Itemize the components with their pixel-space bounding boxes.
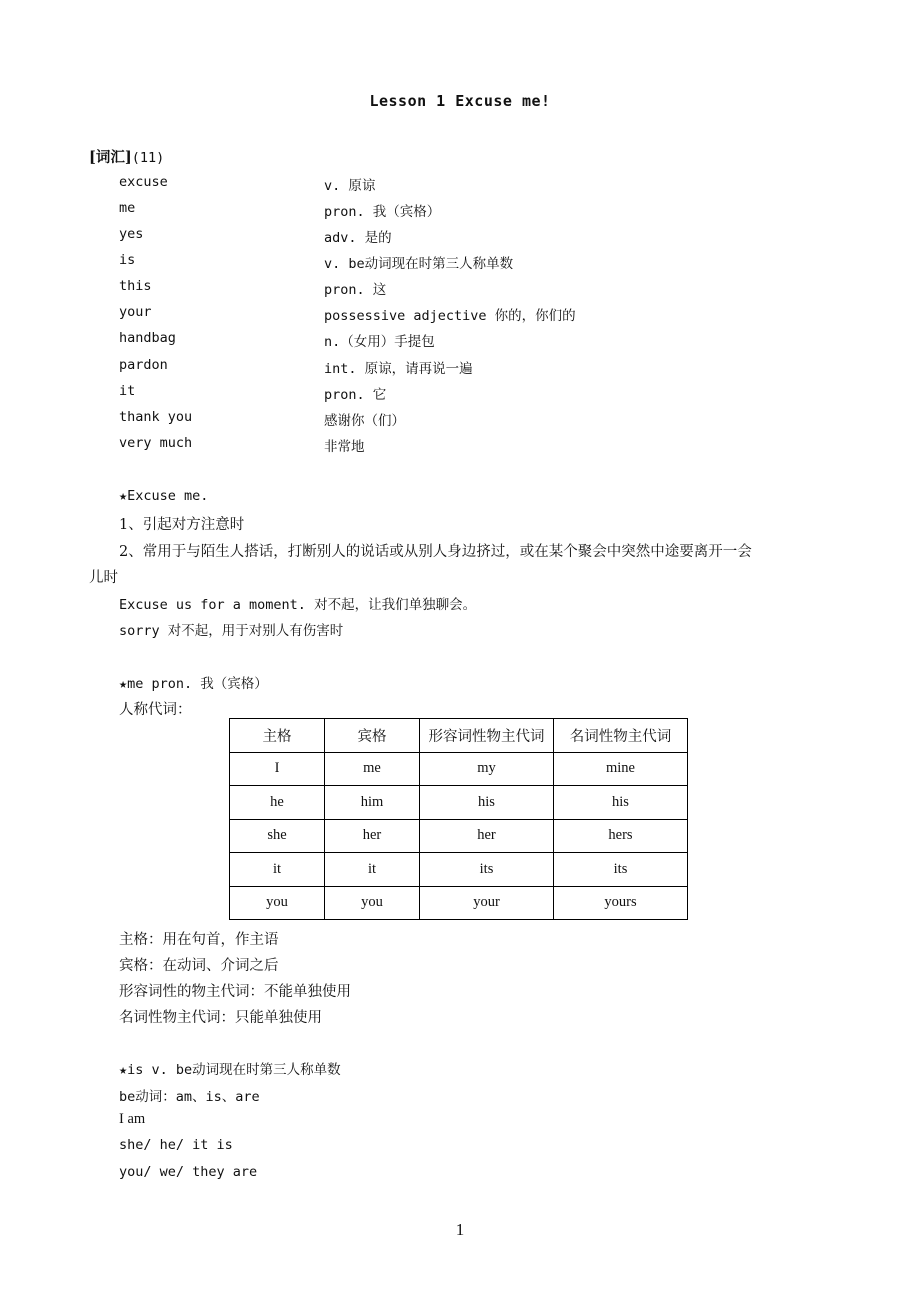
vocab-meaning: v. 原谅 (324, 178, 376, 194)
table-cell: you (325, 886, 420, 920)
excuse-point-1: 1、引起对方注意时 (119, 517, 245, 533)
line-i-am: I am (119, 1111, 146, 1127)
vocab-meaning: pron. 这 (324, 282, 387, 298)
table-cell: her (325, 819, 420, 853)
vocab-header (89, 146, 164, 167)
note-noun-possessive: 名词性物主代词：只能单独使用 (119, 1010, 322, 1026)
excuse-point-2-line-2: 儿时 (89, 570, 118, 586)
vocab-meaning: v. be动词现在时第三人称单数 (324, 256, 514, 272)
table-cell: she (230, 819, 325, 853)
table-cell: me (325, 752, 420, 786)
is-heading: ★is v. be动词现在时第三人称单数 (119, 1062, 341, 1078)
vocab-word: yes (119, 226, 144, 242)
sorry-note: sorry 对不起，用于对别人有伤害时 (119, 623, 344, 639)
vocab-count: (11) (131, 150, 165, 166)
table-cell: yours (554, 886, 688, 920)
excuse-example: Excuse us for a moment. 对不起，让我们单独聊会。 (119, 597, 477, 613)
table-cell: I (230, 752, 325, 786)
table-cell: his (420, 786, 554, 820)
vocab-word: your (119, 304, 152, 320)
table-header-cell: 宾格 (325, 719, 420, 753)
vocab-row (0, 174, 920, 200)
vocab-meaning: n.（女用）手提包 (324, 334, 435, 350)
me-heading: ★me pron. 我（宾格） (119, 676, 268, 692)
table-row (230, 819, 688, 853)
table-cell: my (420, 752, 554, 786)
table-row (230, 786, 688, 820)
vocab-row (0, 304, 920, 330)
table-cell: it (230, 853, 325, 887)
table-header-cell: 名词性物主代词 (554, 719, 688, 753)
page-number: 1 (455, 1220, 465, 1239)
note-subject: 主格：用在句首，作主语 (119, 932, 279, 948)
be-verbs: be动词：am、is、are (119, 1089, 260, 1105)
excuse-point-2-line-1: 2、常用于与陌生人搭话，打断别人的说话或从别人身边挤过，或在某个聚会中突然中途要离开一会 (119, 544, 752, 560)
vocab-header-label: [词汇] (89, 149, 132, 166)
excuse-heading: ★Excuse me. (119, 488, 209, 504)
table-cell: its (420, 853, 554, 887)
pronoun-subheading: 人称代词： (119, 702, 192, 718)
table-cell: him (325, 786, 420, 820)
note-adjective-possessive: 形容词性的物主代词：不能单独使用 (119, 984, 351, 1000)
table-cell: your (420, 886, 554, 920)
vocab-meaning: int. 原谅，请再说一遍 (324, 361, 473, 377)
vocab-word: this (119, 278, 152, 294)
vocab-meaning: pron. 它 (324, 387, 387, 403)
vocab-word: very much (119, 435, 193, 451)
vocab-word: excuse (119, 174, 168, 190)
table-row (230, 752, 688, 786)
table-row (230, 853, 688, 887)
table-cell: mine (554, 752, 688, 786)
table-header-cell: 形容词性物主代词 (420, 719, 554, 753)
table-cell: her (420, 819, 554, 853)
vocab-row (0, 226, 920, 252)
line-she-he-it: she/ he/ it is (119, 1137, 233, 1153)
vocab-word: is (119, 252, 136, 268)
vocab-word: handbag (119, 330, 176, 346)
line-you-we-they: you/ we/ they are (119, 1164, 258, 1180)
vocab-row (0, 357, 920, 383)
vocab-meaning: pron. 我（宾格） (324, 204, 441, 220)
vocab-meaning: 感谢你（们） (324, 413, 405, 429)
table-header-row (230, 719, 688, 753)
note-object: 宾格：在动词、介词之后 (119, 958, 279, 974)
vocab-meaning: possessive adjective 你的，你们的 (324, 308, 576, 324)
table-header-cell: 主格 (230, 719, 325, 753)
table-cell: he (230, 786, 325, 820)
vocab-row (0, 252, 920, 278)
table-cell: it (325, 853, 420, 887)
vocab-meaning: adv. 是的 (324, 230, 392, 246)
table-cell: you (230, 886, 325, 920)
table-cell: his (554, 786, 688, 820)
vocab-row (0, 200, 920, 226)
vocab-row (0, 409, 920, 435)
table-row (230, 886, 688, 920)
vocab-word: thank you (119, 409, 193, 425)
vocab-row (0, 278, 920, 304)
vocab-row (0, 330, 920, 356)
vocab-word: me (119, 200, 136, 216)
vocab-word: it (119, 383, 136, 399)
pronoun-table (229, 718, 688, 920)
vocab-row (0, 383, 920, 409)
page-title: Lesson 1 Excuse me! (369, 92, 551, 110)
vocab-row (0, 435, 920, 461)
vocab-meaning: 非常地 (324, 439, 365, 455)
table-cell: its (554, 853, 688, 887)
table-cell: hers (554, 819, 688, 853)
vocab-word: pardon (119, 357, 168, 373)
